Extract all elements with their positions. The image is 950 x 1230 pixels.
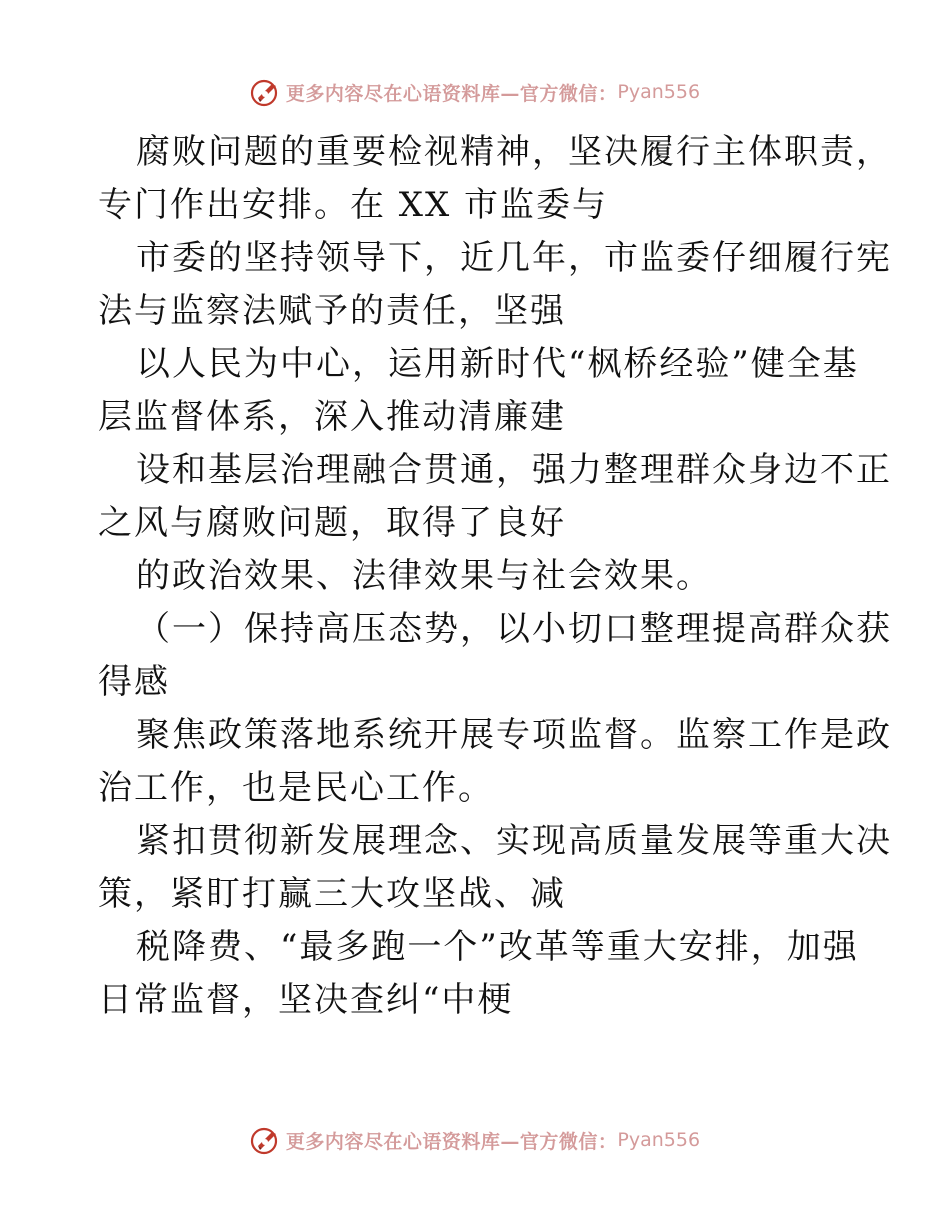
footer-banner-text: 更多内容尽在心语资料库—官方微信： <box>285 1130 618 1153</box>
body-line: 聚焦政策落地系统开展专项监督。监察工作是政 <box>136 715 892 755</box>
body-line: 治工作，也是民心工作。 <box>98 768 494 808</box>
header-watermark-banner <box>0 72 950 112</box>
body-line: 紧扣贯彻新发展理念、实现高质量发展等重大决 <box>136 821 892 861</box>
body-line: 市委的坚持领导下，近几年，市监委仔细履行宪 <box>136 238 892 278</box>
body-line: 层监督体系，深入推动清廉建 <box>98 397 566 437</box>
footer-watermark-banner <box>0 1120 950 1160</box>
body-line: 设和基层治理融合贯通，强力整理群众身边不正 <box>136 450 892 490</box>
body-line: 的政治效果、法律效果与社会效果。 <box>136 556 712 596</box>
body-line: 法与监察法赋予的责任，坚强 <box>98 291 566 331</box>
section-heading-continued: 得感 <box>98 662 170 702</box>
body-line: 腐败问题的重要检视精神，坚决履行主体职责， <box>136 132 892 172</box>
body-line: 专门作出安排。在 XX 市监委与 <box>98 185 609 225</box>
document-body <box>98 126 892 1027</box>
body-line: 之风与腐败问题，取得了良好 <box>98 503 566 543</box>
body-line: 策，紧盯打赢三大攻坚战、减 <box>98 874 566 914</box>
header-wechat-id: Pyan556 <box>617 81 701 103</box>
section-heading: （一）保持高压态势，以小切口整理提高群众获 <box>136 609 892 649</box>
footer-wechat-id: Pyan556 <box>617 1129 701 1151</box>
pen-logo-icon <box>250 1124 282 1156</box>
body-line: 税降费、“最多跑一个”改革等重大安排，加强 <box>136 927 859 967</box>
body-line: 以人民为中心，运用新时代“枫桥经验”健全基 <box>136 344 859 384</box>
header-banner-text: 更多内容尽在心语资料库—官方微信： <box>285 82 618 105</box>
body-line: 日常监督，坚决查纠“中梗 <box>98 980 514 1020</box>
pen-logo-icon <box>250 76 282 108</box>
